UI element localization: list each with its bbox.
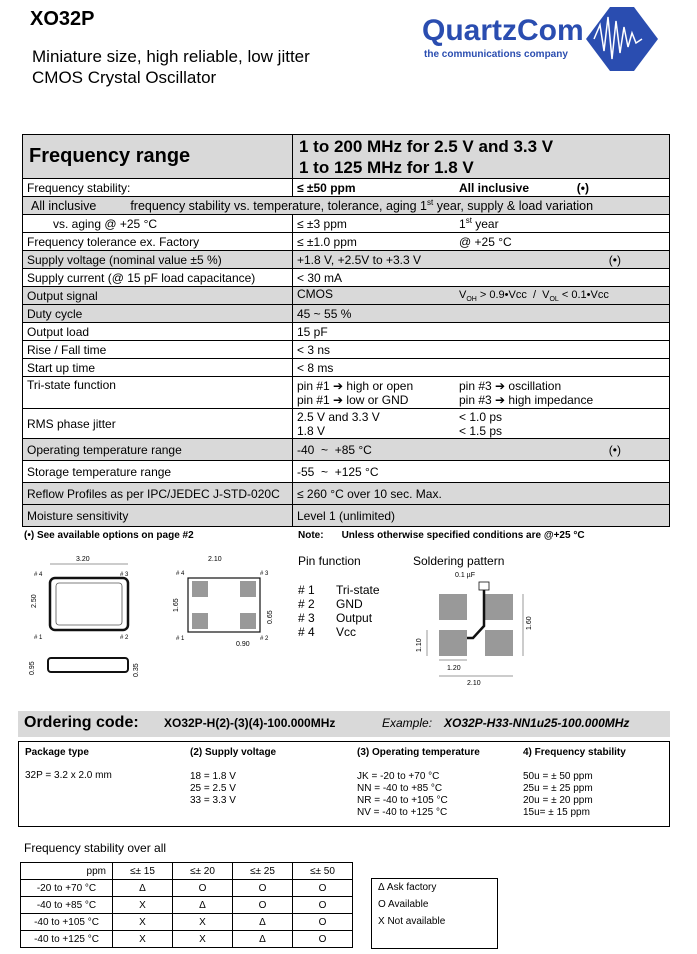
- svg-text:2.50: 2.50: [31, 594, 38, 608]
- document-title: XO32P: [30, 8, 95, 30]
- tolerance-value: ≤ ±1.0 ppm @ +25 °C: [293, 233, 670, 251]
- supply-voltage-label: Supply voltage (nominal value ±5 %): [23, 251, 293, 269]
- freq-range-value: 1 to 200 MHz for 2.5 V and 3.3 V 1 to 125 MHz for 1.8 V: [293, 135, 670, 179]
- svg-text:# 3: # 3: [120, 572, 129, 578]
- table-row: -40 to +85 °C X Δ O O: [21, 897, 353, 914]
- supply-voltage-value: +1.8 V, +2.5V to +3.3 V (•): [293, 251, 670, 269]
- ordering-options-table: [18, 741, 670, 827]
- startup-label: Start up time: [23, 359, 293, 377]
- bottom-view-outline: [173, 556, 274, 648]
- stability-label: Frequency stability:: [23, 179, 293, 197]
- svg-text:1.65: 1.65: [173, 598, 180, 612]
- output-load-label: Output load: [23, 323, 293, 341]
- jitter-value: 2.5 V and 3.3 V < 1.0 ps 1.8 V < 1.5 ps: [293, 409, 670, 439]
- soldering-pattern-drawing: [405, 568, 535, 690]
- conditions-note: Note: Unless otherwise specified conditions are @+25 °C: [298, 530, 585, 541]
- fs-table-title: Frequency stability over all: [24, 841, 167, 855]
- table-row: -20 to +70 °C Δ O O O: [21, 880, 353, 897]
- frequency-stability-table: [20, 862, 353, 948]
- svg-text:1.60: 1.60: [526, 616, 533, 630]
- availability-legend: [371, 878, 498, 949]
- ordering-code-label: Ordering code:: [24, 714, 139, 731]
- package-dimension-drawings: [20, 550, 290, 690]
- table-row: -40 to +125 °C X X Δ O: [21, 931, 353, 948]
- svg-text:# 1: # 1: [176, 636, 185, 642]
- legend-not-available: X Not available: [378, 916, 446, 927]
- tolerance-label: Frequency tolerance ex. Factory: [23, 233, 293, 251]
- soldering-pattern-title: Soldering pattern: [413, 554, 505, 568]
- fs-col-header: ≤± 50: [293, 863, 353, 880]
- subtitle-line-1: Miniature size, high reliable, low jitter: [32, 47, 310, 66]
- aging-label: vs. aging @ +25 °C: [23, 215, 293, 233]
- output-signal-value: CMOS $V_{OH}$ > 0.9•Vcc / $V_{OL}$ < 0.1•Vcc: [293, 287, 670, 305]
- operating-temp-label: Operating temperature range: [23, 439, 293, 461]
- stability-value: ≤ ±50 ppm All inclusive (•): [293, 179, 670, 197]
- pin-function-title: Pin function: [298, 554, 361, 568]
- svg-text:# 3: # 3: [260, 571, 269, 577]
- svg-text:0.95: 0.95: [29, 661, 36, 675]
- example-code: XO32P-H33-NN1u25-100.000MHz: [444, 716, 630, 730]
- frequency-stability-column: 4) Frequency stability 50u = ± 50 ppm 25u = ± 25 ppm 20u = ± 20 ppm 15u= ± 15 ppm: [523, 747, 626, 818]
- output-signal-label: Output signal: [23, 287, 293, 305]
- reflow-value: ≤ 260 °C over 10 sec. Max.: [293, 483, 670, 505]
- duty-cycle-label: Duty cycle: [23, 305, 293, 323]
- fs-corner-header: ppm: [21, 863, 113, 880]
- jitter-label: RMS phase jitter: [23, 409, 293, 439]
- side-view-outline: [29, 658, 140, 677]
- svg-text:0.65: 0.65: [267, 610, 274, 624]
- svg-text:1.20: 1.20: [447, 665, 461, 672]
- svg-text:# 4: # 4: [176, 571, 185, 577]
- operating-temp-value: -40 ~ +85 °C (•): [293, 439, 670, 461]
- svg-text:0.35: 0.35: [133, 663, 140, 677]
- tristate-label: Tri-state function: [23, 377, 293, 409]
- fs-col-header: ≤± 15: [113, 863, 173, 880]
- stability-description: All inclusive frequency stability vs. temperature, tolerance, aging 1st year, supply & load variation: [23, 197, 670, 215]
- svg-text:3.20: 3.20: [76, 556, 90, 563]
- output-load-value: 15 pF: [293, 323, 670, 341]
- quartzcom-logo: [420, 5, 665, 73]
- svg-text:QuartzCom: QuartzCom: [422, 14, 584, 47]
- storage-temp-value: -55 ~ +125 °C: [293, 461, 670, 483]
- options-note: (•) See available options on page #2: [24, 530, 194, 541]
- svg-text:0.1 µF: 0.1 µF: [455, 572, 475, 579]
- specifications-table: [22, 134, 670, 527]
- example-label: Example:: [382, 716, 433, 730]
- supply-current-value: < 30 mA: [293, 269, 670, 287]
- svg-text:1.10: 1.10: [416, 638, 423, 652]
- ordering-code-pattern: XO32P-H(2)-(3)(4)-100.000MHz: [164, 716, 336, 730]
- rise-fall-label: Rise / Fall time: [23, 341, 293, 359]
- svg-text:# 4: # 4: [34, 572, 43, 578]
- rise-fall-value: < 3 ns: [293, 341, 670, 359]
- supply-voltage-column: (2) Supply voltage 18 = 1.8 V 25 = 2.5 V 33 = 3.3 V: [190, 747, 277, 806]
- ordering-code-bar: [18, 711, 670, 737]
- fs-col-header: ≤± 25: [233, 863, 293, 880]
- subtitle-line-2: CMOS Crystal Oscillator: [32, 68, 217, 87]
- svg-text:# 2: # 2: [260, 636, 269, 642]
- svg-text:2.10: 2.10: [467, 680, 481, 687]
- operating-temperature-column: (3) Operating temperature JK = -20 to +70 °C NN = -40 to +85 °C NR = -40 to +105 °C NV = -40 to +125 °C: [357, 747, 480, 818]
- tristate-value: pin #1 ➔ high or open pin #3 ➔ oscillation pin #1 ➔ low or GND pin #3 ➔ high impedance: [293, 377, 670, 409]
- moisture-value: Level 1 (unlimited): [293, 505, 670, 527]
- legend-available: O Available: [378, 899, 429, 910]
- svg-text:# 2: # 2: [120, 635, 129, 641]
- svg-text:the communications company: the communications company: [424, 49, 568, 60]
- reflow-label: Reflow Profiles as per IPC/JEDEC J-STD-020C: [23, 483, 293, 505]
- svg-text:0.90: 0.90: [236, 641, 250, 648]
- duty-cycle-value: 45 ~ 55 %: [293, 305, 670, 323]
- freq-range-label: Frequency range: [23, 135, 293, 179]
- svg-text:# 1: # 1: [34, 635, 43, 641]
- moisture-label: Moisture sensitivity: [23, 505, 293, 527]
- supply-current-label: Supply current (@ 15 pF load capacitance): [23, 269, 293, 287]
- fs-col-header: ≤± 20: [173, 863, 233, 880]
- aging-value: ≤ ±3 ppm 1st year: [293, 215, 670, 233]
- storage-temp-label: Storage temperature range: [23, 461, 293, 483]
- pin-function-list: # 1 Tri-state # 2 GND # 3 Output # 4 Vcc: [298, 583, 380, 639]
- legend-ask-factory: Δ Ask factory: [378, 882, 437, 893]
- top-view-outline: [31, 556, 129, 641]
- svg-text:2.10: 2.10: [208, 556, 222, 563]
- startup-value: < 8 ms: [293, 359, 670, 377]
- table-row: -40 to +105 °C X X Δ O: [21, 914, 353, 931]
- package-type-column: Package type 32P = 3.2 x 2.0 mm: [25, 747, 112, 781]
